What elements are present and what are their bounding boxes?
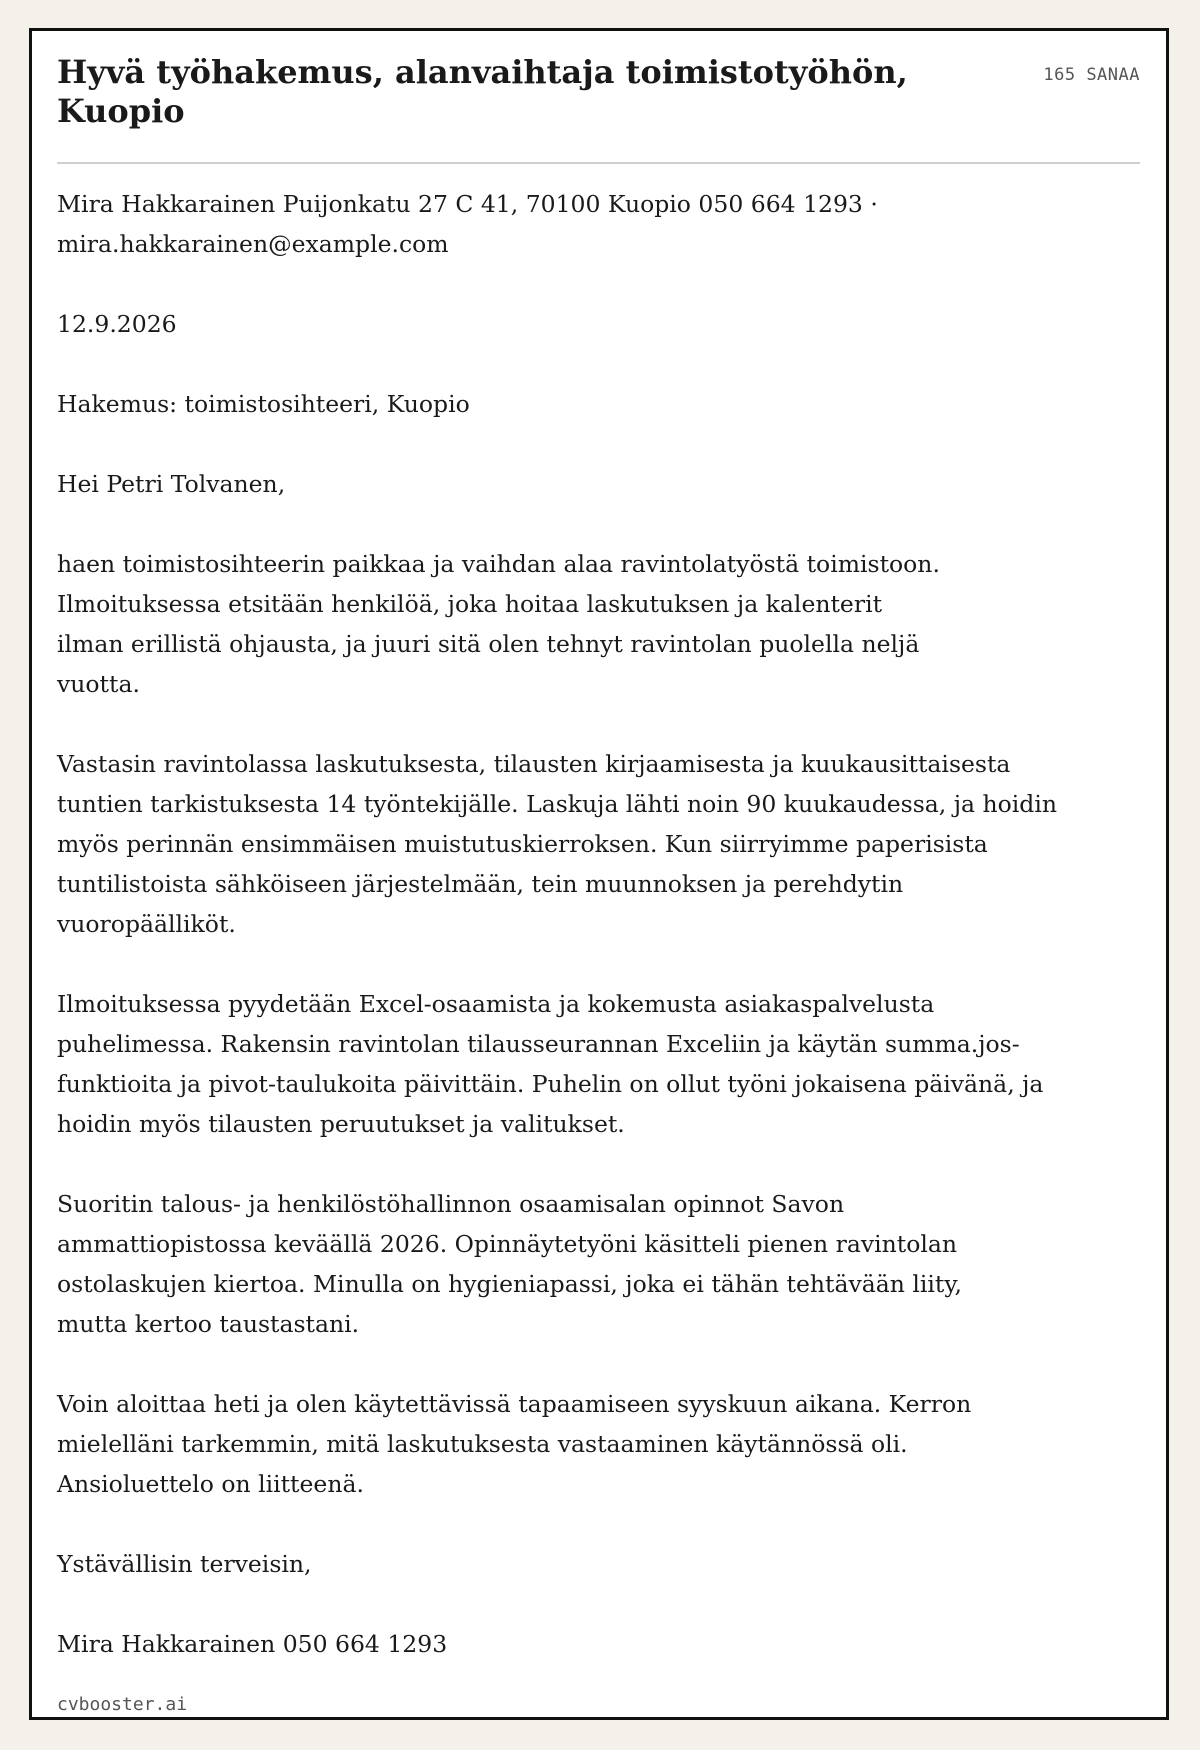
page-title: Hyvä työhakemus, alanvaihtaja toimistotyöhön, Kuopio bbox=[57, 53, 908, 130]
letter-date: 12.9.2026 bbox=[57, 310, 177, 338]
letter-paragraph: Ilmoituksessa pyydetään Excel-osaamista ja kokemusta asiakaspalvelusta puhelimessa. Rakensin ravintolan tilausseurannan Exceliin ja käytän summa.jos-funktioita ja pivot-taulukoita päivittäin. Puhelin on ollut työni jokaisena päivänä, ja hoidin myös tilausten peruutukset ja valitukset. bbox=[57, 990, 1044, 1138]
letter-body bbox=[57, 164, 1140, 1664]
sender-email: mira.hakkarainen@example.com bbox=[57, 230, 449, 258]
sender-address-line: Mira Hakkarainen Puijonkatu 27 C 41, 70100 Kuopio 050 664 1293 · bbox=[57, 190, 878, 218]
letter-header bbox=[57, 31, 1140, 164]
letter-paragraph: Voin aloittaa heti ja olen käytettävissä tapaamiseen syyskuun aikana. Kerron mielelläni tarkemmin, mitä laskutuksesta vastaaminen käytännössä oli. Ansioluettelo on liitteenä. bbox=[57, 1390, 972, 1498]
letter-paragraph: Suoritin talous- ja henkilöstöhallinnon osaamisalan opinnot Savon ammattiopistossa keväällä 2026. Opinnäytetyöni käsitteli pienen ravintolan ostolaskujen kiertoa. Minulla on hygieniapassi, joka ei tähän tehtävään liity, mutta kertoo taustastani. bbox=[57, 1190, 962, 1338]
letter-signature: Mira Hakkarainen 050 664 1293 bbox=[57, 1630, 448, 1658]
letter-paragraph: Vastasin ravintolassa laskutuksesta, tilausten kirjaamisesta ja kuukausittaisesta tuntien tarkistuksesta 14 työntekijälle. Laskuja lähti noin 90 kuukaudessa, ja hoidin myös perinnän ensimmäisen muistutuskierroksen. Kun siirryimme paperisista tuntilistoista sähköiseen järjestelmään, tein muunnoksen ja perehdytin vuoropäälliköt. bbox=[57, 750, 1057, 938]
word-count-badge: 165 SANAA bbox=[1043, 65, 1140, 85]
sender-details bbox=[57, 184, 1140, 264]
letter-closing: Ystävällisin terveisin, bbox=[57, 1550, 312, 1578]
letter-paragraph: haen toimistosihteerin paikkaa ja vaihdan alaa ravintolatyöstä toimistoon. Ilmoituksessa etsitään henkilöä, joka hoitaa laskutuksen ja kalenterit ilman erillistä ohjausta, ja juuri sitä olen tehnyt ravintolan puolella neljä vuotta. bbox=[57, 550, 940, 698]
letter-subject: Hakemus: toimistosihteeri, Kuopio bbox=[57, 390, 470, 418]
brand-watermark: cvbooster.ai bbox=[57, 1694, 188, 1715]
cover-letter-card bbox=[29, 28, 1169, 1720]
letter-greeting: Hei Petri Tolvanen, bbox=[57, 470, 286, 498]
